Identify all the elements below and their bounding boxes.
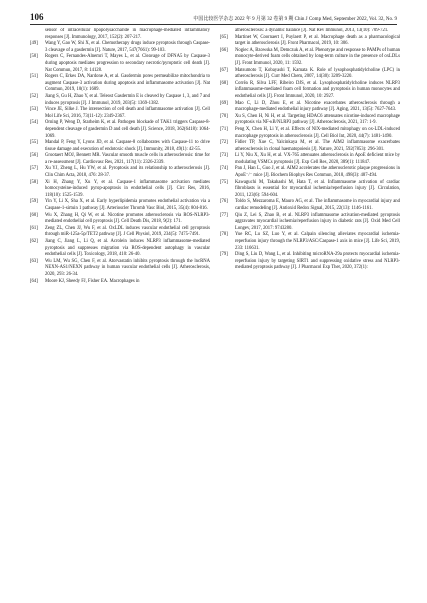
running-header [30,12,397,25]
reference-entry [220,140,400,153]
reference-text: Rogers C, Erkes DA, Nardone A, et al. Gasdermin pores permeabilize mitochondria to augment Caspase-3 activation during apoptosis and inflammasome activation [J]. Nat Commun, 2019, 10(1): 1689. [45,74,210,93]
reference-entry [220,199,400,212]
journal-citation-line: 中国比较医学杂志 2022 年 9 月第 32 卷第 9 期 Chin J Comp Med, September 2022, Vol. 32, No. 9 [193,17,397,22]
reference-text: Vince JE, Silke J. The intersection of cell death and inflammasome activation [J]. Cell Mol Life Sci, 2016, 73(11-12): 2349-2367. [45,107,210,119]
reference-number: [54] [30,120,38,126]
reference-text: Moore KJ, Sheedy FJ, Fisher EA. Macrophages in [45,278,140,284]
reference-text: Nogiec A, Bzowska M, Demczuk A, et al. Phenotype and response to PAMPs of human monocyte-derived foam cells obtained by long-term culture in the presence of oxLDLs [J]. Front Immunol, 2020, 11: 1592. [235,47,400,66]
reference-text: Jiang C, Jiang L, Li Q, et al. Acrolein induces NLRP3 inflammasome-mediated pyroptosis and suppresses migration via ROS-dependent autophagy in vascular endothelial cells [J]. Toxicology, 2018, 410: 26-40. [45,239,210,258]
reference-text: Jiang S, Gu H, Zhao Y, et al. Teleost Gasdermin E is cleaved by Caspase 1, 3, and 7 and induces pyroptosis [J]. J Immunol, 2019, 203(5): 1369-1382. [45,93,210,106]
reference-number: [78] [220,232,228,238]
reference-number: [70] [220,113,228,119]
reference-text: Toldo S, Mezzaroma E, Mauro AG, et al. The inflammasome in myocardial injury and cardiac remodeling [J]. Antioxid Redox Signal, 2015, 22(13): 1146-1161. [235,199,400,212]
reference-entry [30,213,210,226]
reference-text: Qiu Z, Lei S, Zhao B, et al. NLRP3 inflammasome activation-mediated pyroptosis aggravates myocardial ischemia/reperfusion injury in diabetic rats [J]. Oxid Med Cell Longev, 2017, 2017: 9743280. [235,212,400,231]
reference-entry [30,153,210,166]
reference-number: [67] [220,67,228,73]
reference-column-right [220,28,400,598]
reference-number: [61] [30,225,38,231]
reference-text: Orning P, Weng D, Starheim K, et al. Pathogen blockade of TAK1 triggers Caspase-8-dependent cleavage of gasdermin D and cell death [J]. Science, 2018, 362(6418): 1064-1069. [45,120,210,139]
reference-text: Xi H, Zhang Y, Xu Y, et al. Caspase-1 inflammasome activation mediates homocysteine-induced pyrop-apoptosis in endothelial cells [J]. Circ Res, 2016, 118(10): 1525-1539. [45,179,210,198]
reference-text: Kawaguchi M, Takahashi M, Hata T, et al. Inflammasome activation of cardiac fibroblasts is essential for myocardial ischemia/reperfusion injury [J]. Circulation, 2011, 123(6): 594-604. [235,179,400,198]
reference-text: Zeng ZL, Chen JJ, Wu F, et al. OxLDL induces vascular endothelial cell pyroptosis through miR-125a-5p/TET2 pathway [J]. J Cell Physiol, 2019, 234(5): 7475-7491. [45,225,210,238]
reference-text: Peng X, Chen H, Li Y, et al. Effects of NIX-mediated mitophagy on ox-LDL-induced macrophage pyroptosis in atherosclerosis [J]. Cell Biol Int, 2020, 44(7): 1481-1490. [235,126,400,139]
reference-number: [72] [220,140,228,146]
reference-text: Xu S, Chen H, Ni H, et al. Targeting HDAC6 attenuates nicotine-induced macrophage pyroptosis via NF-κB/NLRP3 pathway [J]. Atherosclerosis, 2021, 317: 1-9. [235,113,400,126]
reference-text: atherosclerosis: a dynamic balance [J]. Nat Rev Immunol, 2013, 13(10): 709-721. [235,28,389,33]
reference-text: Corrêa R, Silva LFF, Ribeiro DJS, et al. Lysophosphatidylcholine induces NLRP3 inflammasome-mediated foam cell formation and pyroptosis in human monocytes and endothelial cells [J]. Front Immunol, 2020, 10: 2927. [235,80,400,99]
reference-text: Wu LM, Wu SG, Chen F, et al. Atorvastatin inhibits pyroptosis through the lncRNA NEXN-AS1/NEXN pathway in human vascular endothelial cells [J]. Atherosclerosis, 2020, 293: 26-34. [45,258,210,277]
reference-entry [30,226,210,239]
reference-number [220,28,235,35]
reference-number: [63] [30,258,38,264]
reference-entry [30,279,210,286]
reference-text: Mandal P, Feng Y, Lyons JD, et al. Caspase-8 collaborates with Caspase-11 to drive tissue damage and execution of endotoxic shock [J]. Immunity, 2018, 49(1): 42-55. [45,140,210,152]
reference-entry [30,28,210,41]
reference-entry [30,107,210,120]
reference-entry [220,48,400,68]
reference-entry [220,127,400,140]
reference-entry [220,213,400,233]
reference-text: Li Y, Niu X, Xu H, et al. VX-765 attenuates atherosclerosis in ApoE deficient mice by modulating VSMCs pyroptosis [J]. Exp Cell Res, 2020, 389(1): 111847. [235,153,400,165]
reference-entry [30,54,210,74]
reference-number: [56] [30,153,38,159]
reference-number: [62] [30,239,38,244]
reference-number: [73] [220,153,228,159]
reference-number: [69] [220,100,228,106]
reference-entry [30,180,210,200]
reference-entry [30,166,210,179]
reference-entry [220,28,400,35]
reference-text: Grootaert MOJ, Bennett MR. Vascular smooth muscle cells in atherosclerosis: time for a re-assessment [J]. Cardiovasc Res, 2021, 117(11): 2326-2339. [45,153,210,165]
reference-text: Xu YJ, Zheng L, Hu YW, et al. Pyroptosis and its relationship to atherosclerosis [J]. Clin Chim Acta, 2018, 476: 28-37. [45,166,210,179]
reference-number: [68] [220,80,228,86]
reference-columns [30,28,400,598]
reference-text: Mao C, Li D, Zhou E, et al. Nicotine exacerbates atherosclerosis through a macrophage-mediated endothelial injury pathway [J]. Aging, 2021, 13(5): 7627-7643. [235,100,400,113]
reference-entry [220,166,400,179]
reference-number: [75] [220,179,228,185]
reference-text: Fidler TP, Xue C, Yalcinkaya M, et al. The AIM2 inflammasome exacerbates atherosclerosis in clonal haematopoiesis [J]. Nature, 2021, 592(7853): 296-301. [235,140,400,152]
reference-entry [220,180,400,200]
reference-number: [49] [30,41,38,47]
reference-entry [30,41,210,54]
reference-text: Rogers C, Fernandes-Alnemri T, Mayes L, et al. Cleavage of DFNA5 by Caspase-3 during apoptosis mediates progression to secondary necrotic/pyroptotic cell death [J]. Nat Commun, 2017, 8: 14128. [45,54,210,73]
reference-entry [220,81,400,101]
reference-number: [59] [30,199,38,205]
reference-text: Yue RC, Lu SZ, Luo Y, et al. Calpain silencing alleviates myocardial ischemia-reperfusion injury through the NLRP3/ASC/Caspase-1 axis in mice [J]. Life Sci, 2019, 233: 116631. [235,232,400,251]
reference-number: [74] [220,166,228,172]
reference-entry [30,94,210,107]
reference-number: [51] [30,74,38,80]
reference-entry [30,199,210,212]
reference-entry [220,232,400,252]
reference-number: [52] [30,93,38,99]
reference-number: [71] [220,126,228,132]
reference-entry [30,239,210,259]
reference-number: [64] [30,278,38,284]
reference-entry [220,35,400,48]
reference-entry [220,153,400,166]
reference-number: [50] [30,54,38,60]
reference-text: Martinet W, Coornaert I, Puylaert P, et al. Macrophage death as a pharmacological target in atherosclerosis [J]. Front Pharmacol, 2019, 10: 306. [235,34,400,47]
reference-text: Pan J, Han L, Guo J, et al. AIM2 accelerates the atherosclerotic plaque progressions in ApoE⁻/⁻ mice [J]. Biochem Biophys Res Commun, 2018, 498(3): 487-494. [235,166,400,179]
reference-text: Wu X, Zhang H, Qi W, et al. Nicotine promotes atherosclerosis via ROS-NLRP3-mediated endothelial cell pyroptosis [J]. Cell Death Dis, 2018, 9(2): 171. [45,212,210,225]
reference-text: Matsumoto T, Kobayashi T, Kamata K. Role of lysophosphatidylcholine (LPC) in atherosclerosis [J]. Curr Med Chem, 2007, 14(30): 3209-3220. [235,67,400,80]
reference-number: [60] [30,212,38,218]
reference-entry [30,120,210,140]
reference-number: [79] [220,252,228,258]
reference-text: Wang Y, Gao W, Shi X, et al. Chemotherapy drugs induce pyroptosis through Caspase-3 cleavage of a gasdermin [J]. Nature, 2017, 547(7661): 99-103. [45,41,210,53]
reference-number: [65] [220,34,228,40]
reference-entry [220,252,400,272]
reference-text: sensor of intracellular lipopolysaccharide in macrophage-mediated inflammatory responses [J]. Immunology, 2017, 152(2): 207-217. [45,28,210,40]
reference-column-left [30,28,210,598]
reference-number: [77] [220,212,228,218]
reference-number: [76] [220,199,228,205]
reference-text: Ding S, Liu D, Wang L, et al. Inhibiting microRNA-29a protects myocardial ischemia-reperfusion injury by targeting SIRT1 and suppressing oxidative stress and NLRP3-mediated pyroptosis pathway [J]. J Pharmacol Exp Ther, 2020, 372(1): [235,252,400,271]
reference-number: [58] [30,179,38,185]
reference-number: [55] [30,140,38,146]
reference-entry [220,114,400,127]
reference-entry [30,259,210,279]
reference-number: [57] [30,166,38,172]
reference-text: Yin Y, Li X, Sha X, et al. Early hyperlipidemia promotes endothelial activation via a Caspase-1-sirtuin 1 pathway [J]. Arterioscler Thromb Vasc Biol, 2015, 35(4): 804-816. [45,199,210,212]
reference-number [30,28,45,41]
reference-number: [66] [220,47,228,53]
page-number: 106 [30,12,44,22]
reference-entry [30,140,210,153]
reference-entry [220,68,400,81]
reference-entry [30,74,210,94]
reference-entry [220,101,400,114]
reference-number: [53] [30,107,38,113]
